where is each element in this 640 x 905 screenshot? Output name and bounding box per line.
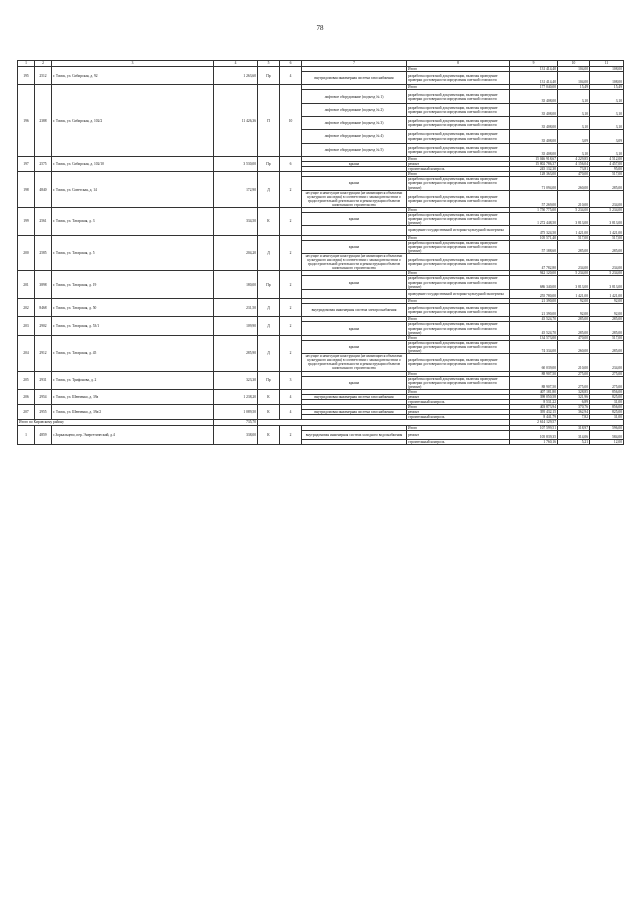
house-type: Пр (258, 67, 280, 85)
repair-item: несущие и ненесущие конструкции (не являющиеся объектами культурного наследия) в соответствии с законодательством о градостроительной деятельности и реконструкции объектов капитального строительства (302, 254, 407, 271)
unit-cost-value: 3,10 (558, 90, 590, 103)
house-type: К (258, 389, 280, 404)
column-number-2: 2 (35, 61, 52, 67)
work-type: строительный контроль (407, 439, 510, 444)
work-type: ремонт (407, 430, 510, 439)
house-type: Д (258, 172, 280, 208)
unit-cost-value: 3,10 (558, 103, 590, 116)
house-address: г. Томск, ул. Советская, д. 14 (52, 172, 214, 208)
repair-item: несущие и ненесущие конструкции (не являющиеся объектами культурного наследия) в соответствии с законодательством о градостроительной деятельности и реконструкции объектов капитального строительства (302, 190, 407, 207)
row-number: 202 (18, 298, 35, 316)
unit-cost-value: 104,00 (558, 67, 590, 72)
repair-item: лифтовое оборудование (подъезд № 4) (302, 130, 407, 143)
unit-cost-value: 275,00 (558, 371, 590, 376)
limit-cost-value: 596,00 (590, 425, 624, 430)
cost-value: 35 408,00 (510, 143, 558, 156)
house-area: 3 530,00 (214, 156, 258, 171)
work-type: разработка проектной документации, включая проведение проверки достоверности определения сметной стоимости (407, 90, 510, 103)
unit-cost-value: 15,49 (558, 85, 590, 90)
row-number: 195 (18, 67, 35, 85)
row-number: 199 (18, 208, 35, 236)
house-area: 11 426,36 (214, 85, 258, 157)
district-total-area: 735,70 (214, 420, 258, 425)
limit-cost-value: 234,00 (590, 254, 624, 271)
house-type: К (258, 405, 280, 420)
repair-item: лифтовое оборудование (подъезд № 3) (302, 117, 407, 130)
limit-cost-value: 1 421,00 (590, 289, 624, 298)
limit-cost-value: 1 421,00 (590, 226, 624, 235)
repair-plan-table (17, 60, 624, 445)
house-area: 285,90 (214, 335, 258, 371)
unit-cost-value: 210,00 (558, 354, 590, 371)
repair-item (302, 439, 407, 444)
work-type: строительный контроль (407, 167, 510, 172)
cost-value: 45 524,70 (510, 317, 558, 322)
unit-cost-value: 285,00 (558, 317, 590, 322)
repair-item: лифтовое оборудование (подъезд № 5) (302, 143, 407, 156)
house-area: 1 089,50 (214, 405, 258, 420)
cost-value: 60 039,00 (510, 354, 558, 371)
row-number: 198 (18, 172, 35, 208)
repair-item: крыша (302, 213, 407, 226)
house-area: 180,00 (214, 271, 258, 299)
work-type: ремонт (407, 395, 510, 400)
cost-value: 8 531,22 (510, 400, 558, 405)
unit-cost-value: 1 421,00 (558, 226, 590, 235)
limit-cost-value: 825,00 (590, 395, 624, 400)
column-number-5: 5 (258, 61, 280, 67)
house-type: К (258, 425, 280, 444)
limit-cost-value: 234,00 (590, 354, 624, 371)
cost-value: 15 802 786,37 (510, 162, 558, 167)
limit-cost-value: 92,00 (590, 298, 624, 303)
unit-cost-value: 260,00 (558, 177, 590, 190)
house-code: 2561 (35, 208, 52, 236)
floor-count: 4 (280, 67, 302, 85)
work-type: разработка проектной документации, включая проведение проверки достоверности определения сметной стоимости (ремонт) (407, 340, 510, 353)
unit-cost-value: 318,97 (558, 425, 590, 430)
repair-item: крыша (302, 340, 407, 353)
limit-cost-value: 234,00 (590, 190, 624, 207)
work-type: Итого (407, 235, 510, 240)
unit-cost-value: 370,76 (558, 405, 590, 410)
work-type: ремонт (407, 162, 510, 167)
repair-item: внутридомовая инженерная система газоснабжения (302, 72, 407, 85)
cost-value: 177 040,00 (510, 85, 558, 90)
floor-count: 4 (280, 389, 302, 404)
cost-value: 245 132,30 (510, 167, 558, 172)
house-type: Д (258, 335, 280, 371)
row-number: 196 (18, 85, 35, 157)
cost-value: 21 390,00 (510, 304, 558, 317)
limit-cost-value: 285,00 (590, 240, 624, 253)
repair-item: несущие и ненесущие конструкции (не являющиеся объектами культурного наследия) в соответствии с законодательством о градостроительной деятельности и реконструкции объектов капитального строительства (302, 354, 407, 371)
work-type: разработка проектной документации, включая проведение проверки достоверности определения сметной стоимости (ремонт) (407, 322, 510, 335)
work-type: Итого (407, 172, 510, 177)
house-area: 338,00 (214, 425, 258, 444)
limit-cost-value: 92,00 (590, 304, 624, 317)
house-type: К (258, 208, 280, 236)
work-type: разработка проектной документации, включая проведение проверки достоверности определения сметной стоимости (407, 72, 510, 85)
house-type: Пр (258, 156, 280, 171)
cost-value: 475 324,50 (510, 226, 558, 235)
limit-cost-value: 285,00 (590, 177, 624, 190)
house-code: 2902 (35, 317, 52, 335)
cost-value: 1 272 448,50 (510, 213, 558, 226)
work-type: проведение государственной историко-культурной экспертизы (407, 226, 510, 235)
house-address: г. Томск, ул. Трифонова, д. 2 (52, 371, 214, 389)
house-address: г. Томск, ул. Сибирская, д. 102/10 (52, 156, 214, 171)
work-type: Итого (407, 371, 510, 376)
house-address: г. Томск, ул. Сибирская, д. 102/2 (52, 85, 214, 157)
unit-cost-value: 260,00 (558, 340, 590, 353)
work-type: разработка проектной документации, включая проведение проверки достоверности определения сметной стоимости (ремонт) (407, 376, 510, 389)
cost-value: 255 780,00 (510, 289, 558, 298)
limit-cost-value: 4 457,00 (590, 162, 624, 167)
unit-cost-value: 470,00 (558, 172, 590, 177)
work-type: проведение государственной историко-культурной экспертизы (407, 289, 510, 298)
cost-value: 105 839,35 (510, 430, 558, 439)
limit-cost-value: 3,10 (590, 103, 624, 116)
limit-cost-value: 12,00 (590, 439, 624, 444)
house-address: г. Томск, ул. Сибирская, д. 92 (52, 67, 214, 85)
work-type: строительный контроль (407, 400, 510, 405)
house-type: Д (258, 317, 280, 335)
house-type: Пр (258, 271, 280, 299)
repair-item: крыша (302, 162, 407, 167)
work-type: разработка проектной документации, включая проведение проверки достоверности определения сметной стоимости (407, 304, 510, 317)
cost-value: 107 599,51 (510, 425, 558, 430)
house-area: 323,30 (214, 371, 258, 389)
limit-cost-value: 3,10 (590, 90, 624, 103)
house-code: 2912 (35, 335, 52, 371)
floor-count: 2 (280, 208, 302, 236)
limit-cost-value: 285,00 (590, 340, 624, 353)
unit-cost-value: 328,85 (558, 389, 590, 394)
cost-value: 686 340,00 (510, 276, 558, 289)
repair-item (302, 289, 407, 298)
unit-cost-value: 285,00 (558, 240, 590, 253)
house-code: 2585 (35, 235, 52, 271)
cost-value: 395 432,15 (510, 410, 558, 415)
house-code: 3898 (35, 271, 52, 299)
house-area: 109,90 (214, 317, 258, 335)
house-address: г. Томск, ул. Татарская, д. 50 (52, 298, 214, 316)
column-number-11: 11 (590, 61, 624, 67)
limit-cost-value: 108,00 (590, 67, 624, 72)
limit-cost-value: 285,00 (590, 317, 624, 322)
cost-value: 88 907,50 (510, 371, 558, 376)
limit-cost-value: 275,00 (590, 371, 624, 376)
repair-item: крыша (302, 376, 407, 389)
cost-value: 57 269,00 (510, 190, 558, 207)
unit-cost-value: 5,21 (558, 439, 590, 444)
cost-value: 88 907,50 (510, 376, 558, 389)
limit-cost-value: 5 234,00 (590, 208, 624, 213)
cost-value: 47 782,80 (510, 254, 558, 271)
row-number: 205 (18, 371, 35, 389)
column-number-6: 6 (280, 61, 302, 67)
work-type: Итого (407, 405, 510, 410)
limit-cost-value: 31,00 (590, 400, 624, 405)
repair-item: лифтовое оборудование (подъезд № 1) (302, 90, 407, 103)
house-code: 2512 (35, 67, 52, 85)
limit-cost-value: 517,00 (590, 335, 624, 340)
limit-cost-value: 15,49 (590, 85, 624, 90)
limit-cost-value: 517,00 (590, 172, 624, 177)
unit-cost-value: 470,00 (558, 335, 590, 340)
house-code: 4840 (35, 172, 52, 208)
house-address: с.Зоркальцево, пер. Энергетический, д.4 (52, 425, 214, 444)
limit-cost-value: 4 512,00 (590, 156, 624, 161)
cost-value: 1 760,16 (510, 439, 558, 444)
work-type: разработка проектной документации, включая проведение проверки достоверности определения сметной стоимости (ремонт) (407, 177, 510, 190)
work-type: разработка проектной документации, включая проведение проверки достоверности определения сметной стоимости (ремонт) (407, 276, 510, 289)
cost-value: 134 573,00 (510, 335, 558, 340)
cost-value: 105 571,40 (510, 235, 558, 240)
limit-cost-value: 3 813,00 (590, 213, 624, 226)
house-type: П (258, 85, 280, 157)
repair-item: внутридомовая инженерная система холодного водоснабжения (302, 430, 407, 439)
limit-cost-value: 584,00 (590, 430, 624, 439)
house-address: г. Томск, ул. Татарская, д. 45 (52, 335, 214, 371)
unit-cost-value: 73,81 (558, 167, 590, 172)
work-type: разработка проектной документации, включая проведение проверки достоверности определения сметной стоимости (ремонт) (407, 213, 510, 226)
work-type: разработка проектной документации, включая проведение проверки достоверности определения сметной стоимости (407, 354, 510, 371)
house-address: г. Томск, ул. Татарская, д. 53/1 (52, 317, 214, 335)
repair-item: лифтовое оборудование (подъезд № 2) (302, 103, 407, 116)
column-number-1: 1 (18, 61, 35, 67)
unit-cost-value: 1 421,00 (558, 289, 590, 298)
unit-cost-value: 92,00 (558, 304, 590, 317)
house-address: г. Томск, ул. Татарская, д. 5 (52, 235, 214, 271)
work-type: Итого (407, 67, 510, 72)
house-code: 4859 (35, 425, 52, 444)
column-number-10: 10 (558, 61, 590, 67)
house-area: 231,50 (214, 298, 258, 316)
work-type: Итого (407, 85, 510, 90)
unit-cost-value: 517,00 (558, 235, 590, 240)
cost-value: 74 334,00 (510, 340, 558, 353)
house-address: г. Томск, ул. Шевченко, д. 39а/2 (52, 405, 214, 420)
unit-cost-value: 92,00 (558, 298, 590, 303)
work-type: разработка проектной документации, включая проведение проверки достоверности определения сметной стоимости (407, 117, 510, 130)
unit-cost-value: 314,06 (558, 430, 590, 439)
repair-item: внутридомовая инженерная система газоснабжения (302, 395, 407, 400)
cost-value: 1 750 775,00 (510, 208, 558, 213)
unit-cost-value: 7,82 (558, 415, 590, 420)
house-area: 1 263,60 (214, 67, 258, 85)
unit-cost-value: 3 813,00 (558, 276, 590, 289)
limit-cost-value: 856,00 (590, 405, 624, 410)
work-type: разработка проектной документации, включая проведение проверки достоверности определения сметной стоимости (407, 103, 510, 116)
cost-value: 131 414,40 (510, 72, 558, 85)
row-number: 197 (18, 156, 35, 171)
limit-cost-value: 95,00 (590, 167, 624, 172)
work-type: Итого (407, 425, 510, 430)
unit-cost-value: 362,94 (558, 410, 590, 415)
column-number-8: 8 (407, 61, 510, 67)
repair-item: внутридомовая инженерная система электроснабжения (302, 304, 407, 317)
floor-count: 2 (280, 298, 302, 316)
limit-cost-value: 856,00 (590, 389, 624, 394)
unit-cost-value: 285,00 (558, 322, 590, 335)
row-number: 201 (18, 271, 35, 299)
repair-item: крыша (302, 322, 407, 335)
row-number: 203 (18, 317, 35, 335)
house-code: 2931 (35, 371, 52, 389)
house-type: Д (258, 298, 280, 316)
work-type: разработка проектной документации, включая проведение проверки достоверности определения сметной стоимости (407, 130, 510, 143)
cost-value: 131 414,40 (510, 67, 558, 72)
work-type: Итого (407, 389, 510, 394)
work-type: Итого (407, 208, 510, 213)
work-type: Итого (407, 298, 510, 303)
repair-item (302, 226, 407, 235)
unit-cost-value: 3,10 (558, 143, 590, 156)
house-area: 1 238,20 (214, 389, 258, 404)
limit-cost-value: 31,00 (590, 415, 624, 420)
cost-value: 403 873,94 (510, 405, 558, 410)
unit-cost-value: 234,00 (558, 254, 590, 271)
cost-value: 407 181,80 (510, 389, 558, 394)
unit-cost-value: 321,96 (558, 395, 590, 400)
work-type: разработка проектной документации, включая проведение проверки достоверности определения сметной стоимости (407, 190, 510, 207)
row-number: 1 (18, 425, 35, 444)
unit-cost-value: 5 234,00 (558, 271, 590, 276)
row-number: 200 (18, 235, 35, 271)
house-code: 2954 (35, 389, 52, 404)
floor-count: 4 (280, 405, 302, 420)
house-address: г. Томск, ул. Татарская, д. 3 (52, 208, 214, 236)
cost-value: 21 390,00 (510, 298, 558, 303)
work-type: строительный контроль (407, 415, 510, 420)
unit-cost-value: 6,89 (558, 400, 590, 405)
work-type: разработка проектной документации, включая проведение проверки достоверности определения сметной стоимости (407, 143, 510, 156)
limit-cost-value: 275,00 (590, 376, 624, 389)
house-area: 204,20 (214, 235, 258, 271)
floor-count: 3 (280, 371, 302, 389)
limit-cost-value: 825,00 (590, 410, 624, 415)
repair-item: крыша (302, 276, 407, 289)
cost-value: 35 408,00 (510, 103, 558, 116)
row-number: 206 (18, 389, 35, 404)
cost-value: 35 408,00 (510, 90, 558, 103)
cost-value: 35 408,00 (510, 130, 558, 143)
floor-count: 2 (280, 425, 302, 444)
unit-cost-value: 4 156,04 (558, 162, 590, 167)
repair-item: крыша (302, 240, 407, 253)
limit-cost-value: 108,00 (590, 72, 624, 85)
repair-item: внутридомовая инженерная система газоснабжения (302, 410, 407, 415)
cost-value: 398 050,58 (510, 395, 558, 400)
limit-cost-value: 5 234,00 (590, 271, 624, 276)
house-address: г. Томск, ул. Татарская, д. 19 (52, 271, 214, 299)
floor-count: 2 (280, 335, 302, 371)
column-number-3: 3 (52, 61, 214, 67)
house-type: Д (258, 235, 280, 271)
floor-count: 2 (280, 317, 302, 335)
unit-cost-value: 5 234,00 (558, 208, 590, 213)
limit-cost-value: 3,10 (590, 143, 624, 156)
unit-cost-value: 4 229,85 (558, 156, 590, 161)
house-address: г. Томск, ул. Шевченко, д. 39а (52, 389, 214, 404)
work-type: ремонт (407, 410, 510, 415)
cost-value: 942 120,00 (510, 271, 558, 276)
unit-cost-value: 275,00 (558, 376, 590, 389)
floor-count: 2 (280, 271, 302, 299)
unit-cost-value: 3 813,00 (558, 213, 590, 226)
floor-count: 10 (280, 85, 302, 157)
limit-cost-value: 517,00 (590, 235, 624, 240)
cost-value: 45 524,70 (510, 322, 558, 335)
house-code: 2388 (35, 85, 52, 157)
work-type: Итого (407, 156, 510, 161)
unit-cost-value: 104,00 (558, 72, 590, 85)
cost-value: 57 188,60 (510, 240, 558, 253)
work-type: Итого (407, 335, 510, 340)
floor-count: 2 (280, 172, 302, 208)
cost-value: 15 046 918,67 (510, 156, 558, 161)
row-number: 204 (18, 335, 35, 371)
cost-value: 128 363,00 (510, 172, 558, 177)
column-number-7: 7 (302, 61, 407, 67)
work-type: разработка проектной документации, включая проведение проверки достоверности определения сметной стоимости (ремонт) (407, 240, 510, 253)
column-number-4: 4 (214, 61, 258, 67)
house-code: 2955 (35, 405, 52, 420)
house-code: 8468 (35, 298, 52, 316)
limit-cost-value: 285,00 (590, 322, 624, 335)
work-type: разработка проектной документации, включая проведение проверки достоверности определения сметной стоимости (407, 254, 510, 271)
house-code: 2575 (35, 156, 52, 171)
floor-count: 6 (280, 156, 302, 171)
house-area: 334,50 (214, 208, 258, 236)
row-number: 207 (18, 405, 35, 420)
unit-cost-value: 210,00 (558, 190, 590, 207)
limit-cost-value: 3,10 (590, 117, 624, 130)
floor-count: 2 (280, 235, 302, 271)
repair-item: крыша (302, 177, 407, 190)
cost-value: 71 094,00 (510, 177, 558, 190)
house-type: Пр (258, 371, 280, 389)
column-number-9: 9 (510, 61, 558, 67)
district-total-cost: 2 614 129,57 (510, 420, 558, 425)
work-type: Итого (407, 317, 510, 322)
house-area: 172,90 (214, 172, 258, 208)
page-number: 78 (316, 24, 324, 32)
work-type: Итого (407, 271, 510, 276)
cost-value: 8 441,79 (510, 415, 558, 420)
district-total-label: Итого по Кировскому району (18, 420, 214, 425)
limit-cost-value: 3,09 (590, 130, 624, 143)
cost-value: 35 408,00 (510, 117, 558, 130)
limit-cost-value: 3 813,00 (590, 276, 624, 289)
unit-cost-value: 3,10 (558, 117, 590, 130)
unit-cost-value: 3,09 (558, 130, 590, 143)
